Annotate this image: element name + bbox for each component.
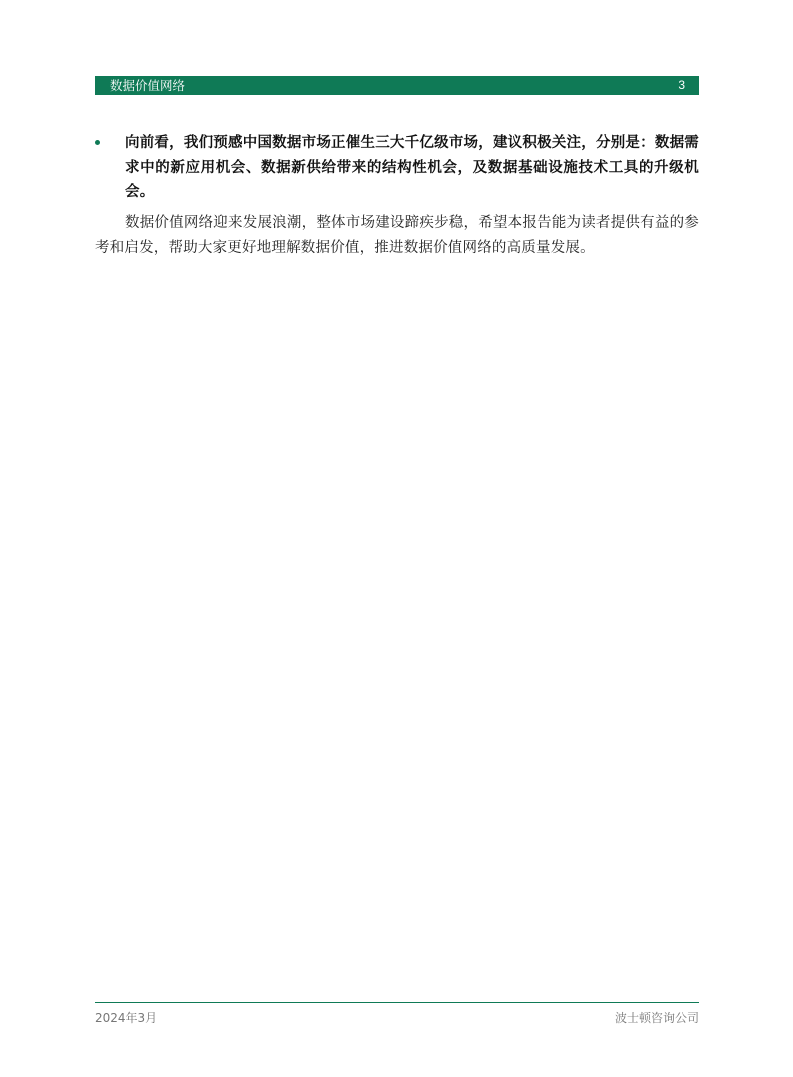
footer-divider	[95, 1002, 699, 1003]
body-paragraph: 数据价值网络迎来发展浪潮，整体市场建设蹄疾步稳，希望本报告能为读者提供有益的参考和启发，帮助大家更好地理解数据价值，推进数据价值网络的高质量发展。	[95, 215, 699, 256]
bullet-dot-icon	[95, 140, 100, 145]
header-title: 数据价值网络	[110, 78, 186, 93]
bullet-item	[95, 131, 699, 205]
bullet-text: 向前看，我们预感中国数据市场正催生三大千亿级市场，建议积极关注，分别是：数据需求中的新应用机会、数据新供给带来的结构性机会，及数据基础设施技术工具的升级机会。	[125, 134, 699, 200]
footer-date: 2024年3月	[95, 1011, 158, 1025]
header-bar	[95, 76, 699, 95]
footer-company: 波士顿咨询公司	[614, 1011, 699, 1025]
page-number: 3	[678, 78, 685, 92]
